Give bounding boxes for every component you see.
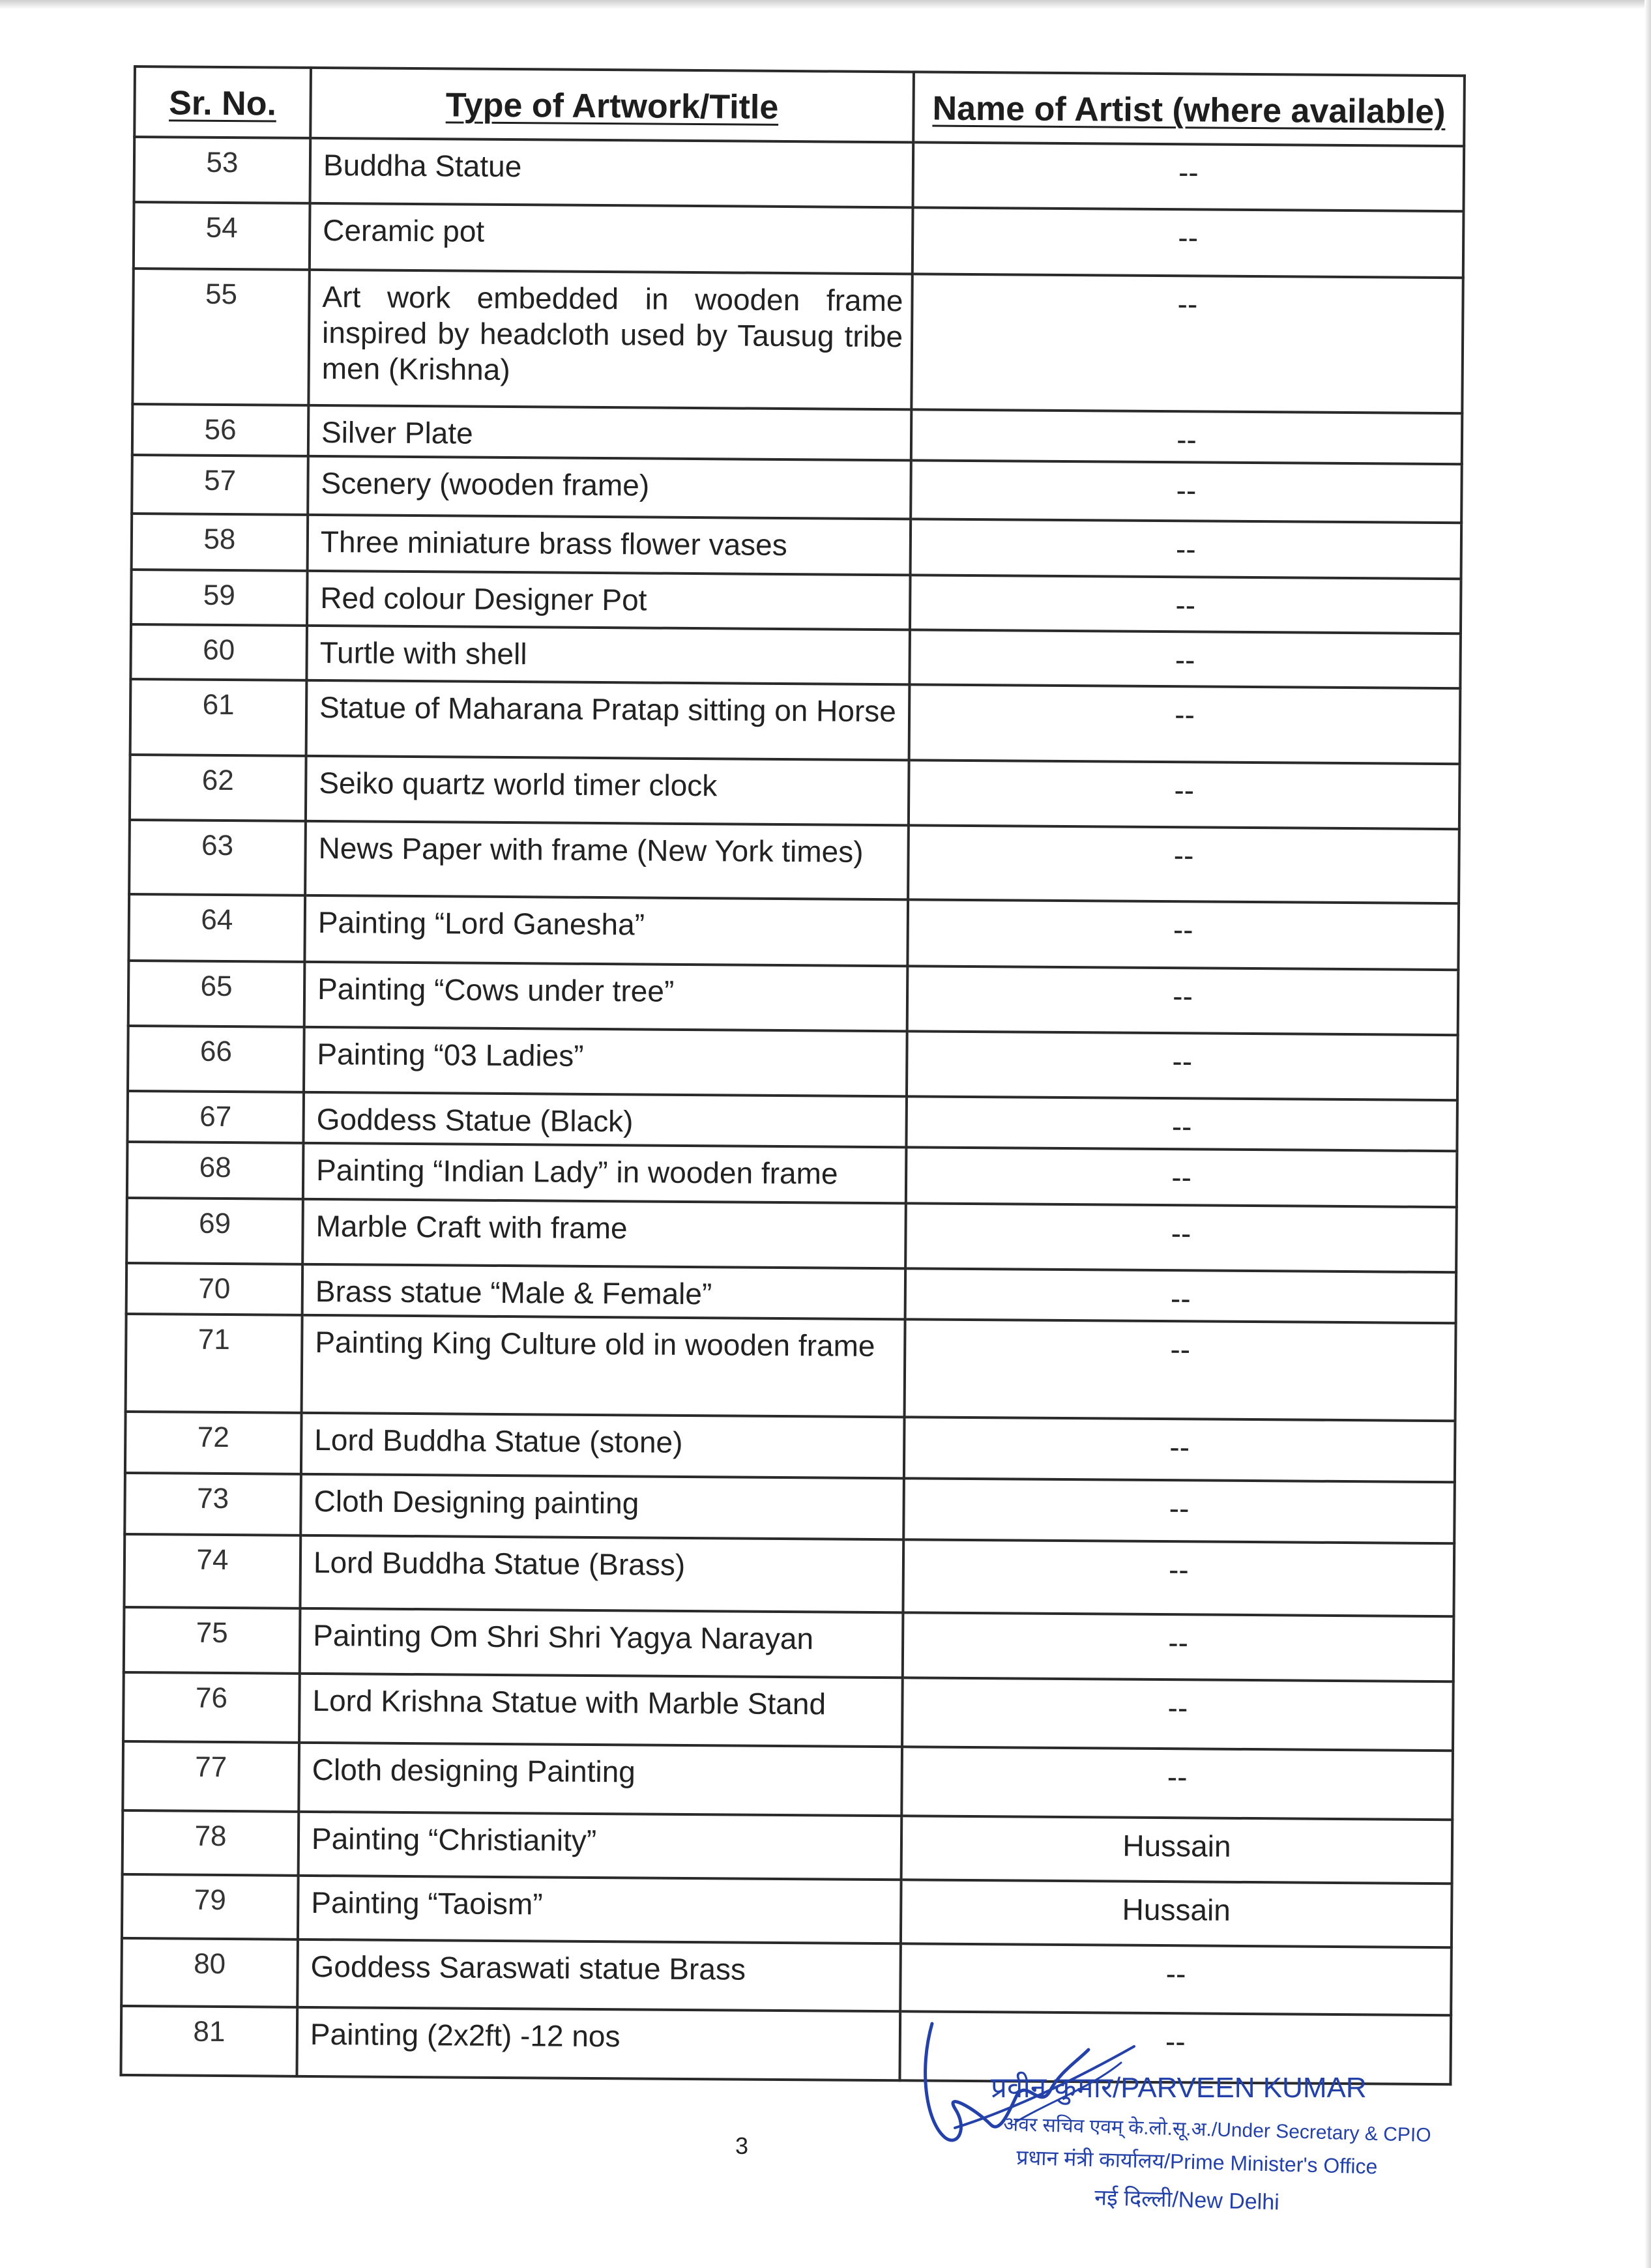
table-row xyxy=(134,202,1464,278)
sr-no-cell: 63 xyxy=(129,820,306,895)
artwork-title-cell: Painting “03 Ladies” xyxy=(304,1027,907,1096)
artwork-title-cell: Painting “Cows under tree” xyxy=(304,962,908,1031)
sr-no-cell: 80 xyxy=(121,1938,298,2007)
artwork-title-cell: Painting Om Shri Shri Yagya Narayan xyxy=(300,1608,903,1678)
artist-name-cell: Hussain xyxy=(901,1816,1453,1883)
sr-no-cell: 66 xyxy=(128,1026,304,1092)
sr-no-cell: 69 xyxy=(126,1198,303,1264)
artist-name-cell: -- xyxy=(911,460,1462,523)
table-row xyxy=(128,961,1459,1035)
stamp-city: नई दिल्ली/New Delhi xyxy=(1094,2185,1280,2215)
sr-no-cell: 55 xyxy=(132,269,309,405)
artist-name-cell: -- xyxy=(911,274,1463,413)
artist-name-cell: -- xyxy=(909,760,1460,829)
artwork-title-cell: Painting (2x2ft) -12 nos xyxy=(297,2007,900,2080)
table-row xyxy=(128,1026,1458,1100)
artist-name-cell: -- xyxy=(903,1478,1455,1543)
artwork-title-cell: Three miniature brass flower vases xyxy=(308,515,911,575)
artwork-title-cell: Brass statue “Male & Female” xyxy=(302,1264,906,1319)
artwork-title-cell: Painting King Culture old in wooden frame xyxy=(302,1315,905,1417)
sr-no-cell: 58 xyxy=(132,514,308,571)
artist-name-cell: -- xyxy=(910,575,1461,633)
artist-name-cell: -- xyxy=(909,630,1461,688)
artwork-title-cell: Goddess Saraswati statue Brass xyxy=(297,1940,901,2011)
sr-no-cell: 60 xyxy=(130,624,307,680)
artist-name-cell: -- xyxy=(903,1612,1454,1681)
artist-name-cell: -- xyxy=(901,1747,1453,1820)
table-row xyxy=(123,1672,1454,1751)
sr-no-cell: 68 xyxy=(127,1142,304,1199)
table-row xyxy=(123,1741,1453,1820)
table-row xyxy=(132,269,1463,413)
artwork-title-cell: Red colour Designer Pot xyxy=(307,571,911,630)
table-row xyxy=(129,820,1459,903)
artwork-title-cell: Cloth designing Painting xyxy=(299,1743,902,1816)
sr-no-cell: 70 xyxy=(126,1263,303,1315)
artwork-title-cell: Painting “Christianity” xyxy=(299,1812,902,1880)
table-row xyxy=(127,1142,1457,1207)
stamp-office: प्रधान मंत्री कार्यालय/Prime Minister's Office xyxy=(1015,2145,1378,2179)
table-row xyxy=(130,755,1460,829)
header-artwork-title: Type of Artwork/Title xyxy=(310,68,914,142)
artist-name-cell: -- xyxy=(906,1147,1457,1207)
sr-no-cell: 59 xyxy=(131,570,308,626)
sr-no-cell: 64 xyxy=(128,894,305,962)
artist-name-cell: -- xyxy=(906,1096,1457,1151)
artist-name-cell: -- xyxy=(909,684,1461,764)
stamp-name: प्रवीन कुमार/PARVEEN KUMAR xyxy=(991,2072,1367,2104)
artist-name-cell: -- xyxy=(905,1203,1457,1272)
artist-name-cell: -- xyxy=(905,1319,1456,1421)
artwork-title-cell: Scenery (wooden frame) xyxy=(308,456,911,519)
artwork-title-cell: Lord Krishna Statue with Marble Stand xyxy=(299,1674,903,1747)
artist-name-cell: -- xyxy=(913,207,1464,278)
artist-name-cell: -- xyxy=(911,519,1462,579)
artwork-title-cell: Seiko quartz world timer clock xyxy=(306,756,909,825)
table-row xyxy=(128,894,1459,970)
table-row xyxy=(132,455,1462,523)
artwork-table xyxy=(119,65,1465,2086)
artist-name-cell: Hussain xyxy=(901,1880,1452,1947)
table-row xyxy=(126,1314,1456,1421)
artwork-title-cell: Cloth Designing painting xyxy=(300,1474,904,1539)
table-row xyxy=(122,1874,1452,1947)
table-row xyxy=(130,624,1461,688)
sr-no-cell: 57 xyxy=(132,455,308,515)
artist-name-cell: -- xyxy=(908,825,1459,903)
artist-name-cell: -- xyxy=(900,1943,1452,2015)
artist-name-cell: -- xyxy=(907,1031,1458,1100)
table-row xyxy=(126,1263,1456,1323)
scan-edge-top xyxy=(0,0,1651,9)
header-artist-name: Name of Artist (where available) xyxy=(913,72,1465,146)
artwork-title-cell: Painting “Indian Lady” in wooden frame xyxy=(303,1143,907,1203)
page-number: 3 xyxy=(735,2132,749,2159)
table-row xyxy=(131,570,1461,633)
table-row xyxy=(130,679,1461,764)
artist-name-cell: -- xyxy=(899,2011,1451,2084)
artwork-title-cell: Painting “Lord Ganesha” xyxy=(304,895,908,966)
artwork-title-cell: Statue of Maharana Pratap sitting on Horse xyxy=(306,680,910,760)
artwork-title-cell: Painting “Taoism” xyxy=(298,1876,901,1943)
scan-edge-right xyxy=(1644,0,1651,2268)
sr-no-cell: 53 xyxy=(134,137,311,203)
artwork-title-cell: Buddha Statue xyxy=(310,138,914,207)
artwork-title-cell: Lord Buddha Statue (Brass) xyxy=(300,1535,903,1612)
artwork-title-cell: Ceramic pot xyxy=(310,203,913,274)
sr-no-cell: 71 xyxy=(126,1314,302,1413)
header-sr-no: Sr. No. xyxy=(134,66,311,138)
artist-name-cell: -- xyxy=(913,142,1465,211)
table-row xyxy=(123,1810,1453,1883)
artwork-title-cell: Art work embedded in wooden frame inspired by headcloth used by Tausug tribe men (Krishna) xyxy=(308,270,912,409)
sr-no-cell: 61 xyxy=(130,679,307,756)
sr-no-cell: 67 xyxy=(127,1091,304,1143)
sr-no-cell: 76 xyxy=(123,1672,300,1743)
table-row xyxy=(126,1198,1457,1272)
sr-no-cell: 79 xyxy=(122,1874,299,1940)
table-row xyxy=(124,1607,1454,1681)
table-row xyxy=(124,1534,1454,1616)
table-row xyxy=(121,1938,1452,2015)
official-stamp xyxy=(919,2011,1454,2226)
artist-name-cell: -- xyxy=(903,1539,1454,1616)
sr-no-cell: 72 xyxy=(125,1412,302,1474)
artwork-title-cell: Turtle with shell xyxy=(306,626,910,684)
artwork-title-cell: Silver Plate xyxy=(308,405,912,460)
table-row xyxy=(134,137,1465,211)
table-row xyxy=(132,514,1462,579)
table-row xyxy=(127,1091,1457,1151)
sr-no-cell: 73 xyxy=(124,1473,301,1535)
artwork-title-cell: Lord Buddha Statue (stone) xyxy=(301,1413,905,1478)
sr-no-cell: 65 xyxy=(128,961,305,1027)
artwork-title-cell: Marble Craft with frame xyxy=(302,1199,906,1268)
artist-name-cell: -- xyxy=(911,409,1463,464)
artist-name-cell: -- xyxy=(905,1268,1457,1323)
artist-name-cell: -- xyxy=(902,1678,1454,1751)
sr-no-cell: 81 xyxy=(121,2006,297,2076)
sr-no-cell: 75 xyxy=(124,1607,300,1674)
sr-no-cell: 54 xyxy=(134,202,310,270)
table-header-row xyxy=(134,66,1465,146)
artist-name-cell: -- xyxy=(904,1417,1455,1482)
artwork-title-cell: Goddess Statue (Black) xyxy=(303,1092,907,1147)
sr-no-cell: 56 xyxy=(132,404,309,456)
artist-name-cell: -- xyxy=(907,899,1459,970)
artist-name-cell: -- xyxy=(907,966,1459,1035)
sr-no-cell: 62 xyxy=(130,755,306,821)
artwork-title-cell: News Paper with frame (New York times) xyxy=(305,821,909,899)
table-body xyxy=(121,137,1464,2084)
table-row xyxy=(132,404,1462,464)
stamp-designation: अवर सचिव एवम् के.लो.सू.अ./Under Secretary & CPIO xyxy=(1002,2113,1431,2147)
sr-no-cell: 77 xyxy=(123,1741,299,1812)
sr-no-cell: 74 xyxy=(124,1534,300,1608)
table-row xyxy=(125,1412,1455,1482)
sr-no-cell: 78 xyxy=(123,1810,299,1876)
table-row xyxy=(124,1473,1455,1543)
